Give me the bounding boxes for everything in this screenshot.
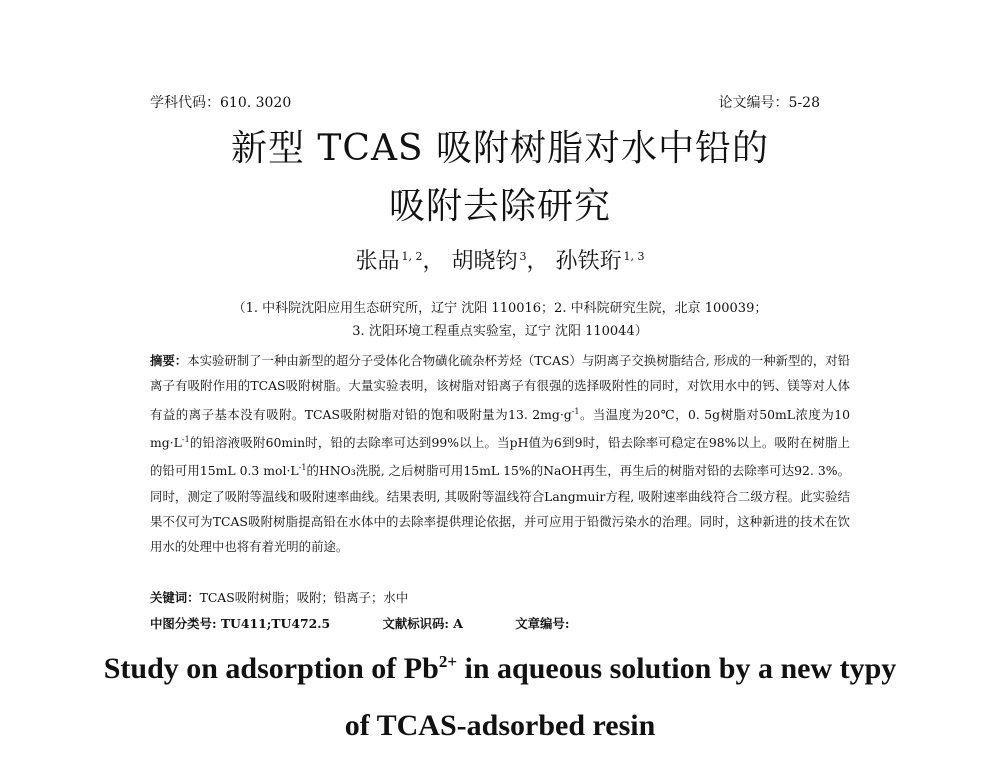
article-number: 论文编号：5-28 xyxy=(718,95,820,111)
affiliation-line1: （1. 中科院沈阳应用生态研究所，辽宁 沈阳 110016；2. 中科院研究生院，北京 100039； xyxy=(232,301,768,316)
author-separator: ， xyxy=(526,249,549,274)
author-list xyxy=(0,244,1000,275)
abstract-superscript: -1 xyxy=(571,406,580,416)
abstract-text: 本实验研制了一种由新型的超分子受体化合物磺化硫杂杯芳烃（TCAS）与阴离子交换树脂结合, 形成的一种新型的，对铅离子有吸附作用的TCAS吸附树脂。大量实验表明，该树脂对铅离子有很强的选择吸附性的同时，对饮用水中的钙、镁等对人体有益的离子基本没有吸附。TCAS吸附树脂对铅的饱和吸附量为13. 2mg·g xyxy=(150,353,850,422)
title-en-line2: of TCAS-adsorbed resin xyxy=(344,709,656,742)
abstract-superscript: -1 xyxy=(181,435,190,445)
author-separator: ， xyxy=(422,249,445,274)
title-en-text: Study on adsorption of Pb xyxy=(103,652,439,685)
subject-code: 学科代码：610. 3020 xyxy=(150,95,292,111)
title-en-line1 xyxy=(0,652,1000,686)
keywords-text: TCAS吸附树脂；吸附；铅离子；水中 xyxy=(199,590,409,605)
title-cn-line2: 吸附去除研究 xyxy=(388,186,611,227)
title-en-superscript: 2+ xyxy=(438,652,457,671)
article-id: 文章编号: xyxy=(515,616,570,631)
author-name: 张品 xyxy=(355,249,400,274)
abstract-text: 。当温度为20℃，0. 5g树脂对50mL浓度为10 mg·L xyxy=(150,406,850,451)
title-en-text: in aqueous solution by a new typy xyxy=(457,652,897,685)
author-affiliation-mark: 1, 2 xyxy=(401,249,423,263)
abstract-text: 的铅溶液吸附60min时，铅的去除率可达到99%以上。当pH值为6到9时，铅去除率可稳定在98%以上。吸附在树脂上的铅可用15mL 0.3 mol·L xyxy=(150,435,850,479)
author-name: 胡晓钧 xyxy=(451,249,518,274)
abstract-superscript: -1 xyxy=(298,463,307,473)
abstract xyxy=(150,348,850,560)
keywords-label: 关键词： xyxy=(150,590,200,605)
affiliation-line2: 3. 沈阳环境工程重点实验室，辽宁 沈阳 110044） xyxy=(352,324,648,339)
abstract-text: 的HNO₃洗脱, 之后树脂可用15mL 15%的NaOH再生，再生后的树脂对铅的去除率可达92. 3%。同时，测定了吸附等温线和吸附速率曲线。结果表明, 其吸附等温线符合Langmuir方程, 吸附速率曲线符合二级方程。此实验结果不仅可为TCAS吸附树脂提高铅在水体中的去除率提供理论依据，并可应用于铅微污染水的治理。同时，这种新进的技术在饮用水的处理中也将有着光明的前途。 xyxy=(150,463,850,555)
author-affiliation-mark: 1, 3 xyxy=(623,249,645,263)
keywords xyxy=(150,588,408,606)
clc-number: 中图分类号: TU411;TU472.5 xyxy=(150,616,331,631)
classification-line xyxy=(150,614,617,632)
title-cn-line1: 新型 TCAS 吸附树脂对水中铅的 xyxy=(230,128,770,169)
document-code: 文献标识码: A xyxy=(382,616,463,631)
abstract-label: 摘要： xyxy=(150,353,188,368)
author-name: 孙铁珩 xyxy=(555,249,622,274)
author-affiliation-mark: 3 xyxy=(519,249,527,263)
